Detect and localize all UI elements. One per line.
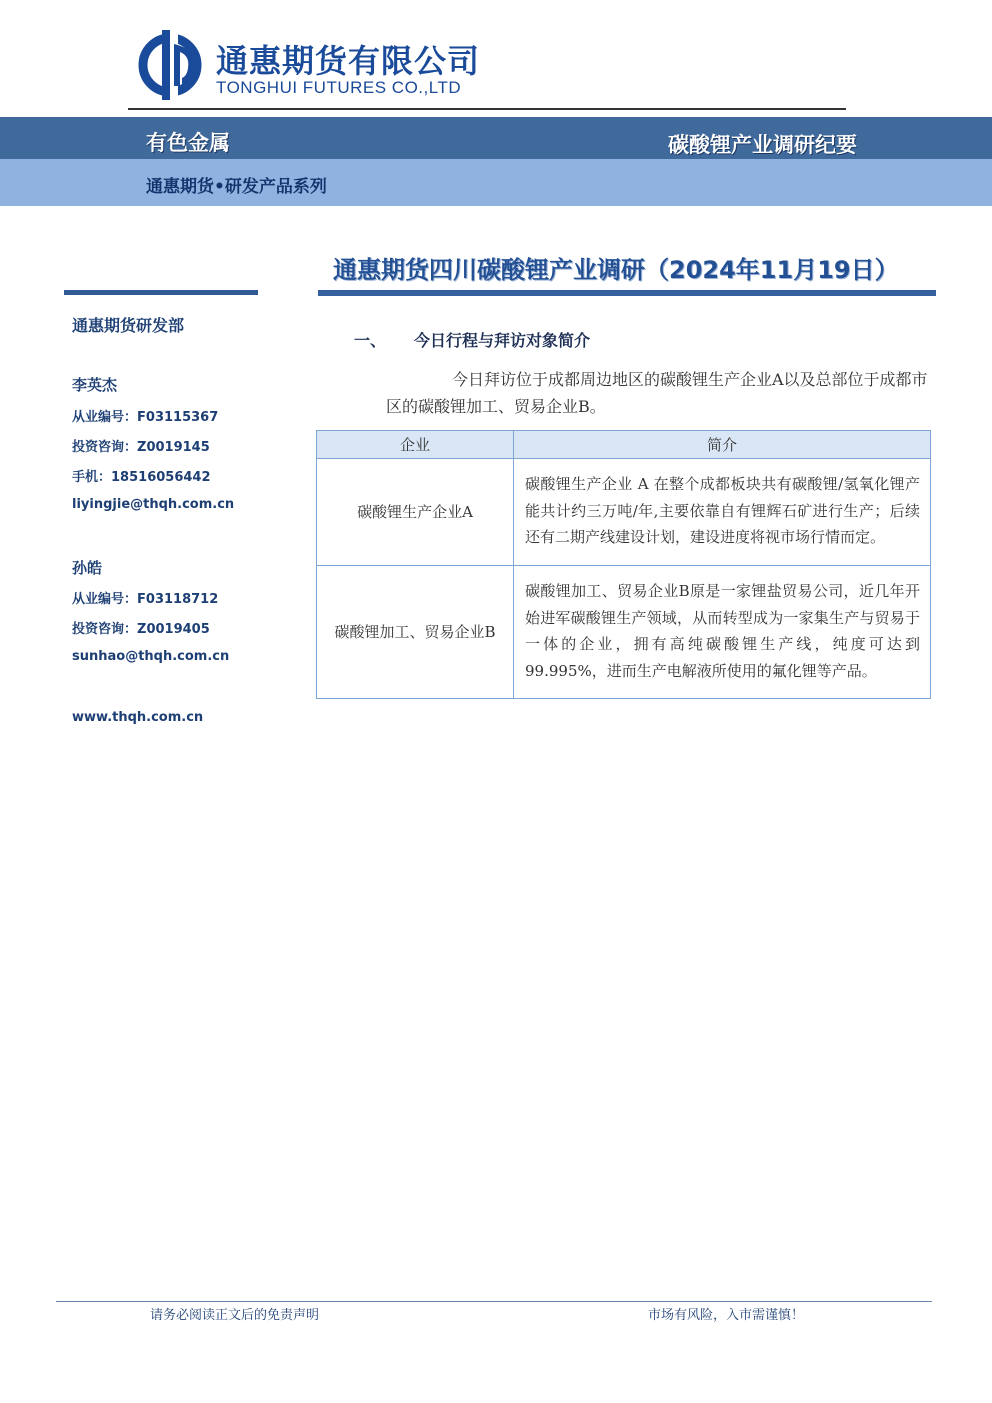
section-title: 今日行程与拜访对象简介 xyxy=(414,331,591,350)
footer-disclaimer-note: 请务必阅读正文后的免责声明 xyxy=(150,1308,320,1323)
company-logo-icon xyxy=(138,30,202,100)
visit-targets-table xyxy=(316,430,931,699)
table-cell-company: 碳酸锂加工、贸易企业B xyxy=(317,566,514,699)
table-header-row xyxy=(317,431,931,459)
title-underline xyxy=(318,290,936,296)
sidebar-department: 通惠期货研发部 xyxy=(72,316,185,335)
table-header-desc: 简介 xyxy=(514,431,931,459)
analyst-advisory: 投资咨询：Z0019145 xyxy=(72,440,210,455)
company-name-en: TONGHUI FUTURES CO.,LTD xyxy=(216,78,462,97)
analyst-license: 从业编号：F03118712 xyxy=(72,592,219,607)
table-cell-desc: 碳酸锂生产企业 A 在整个成都板块共有碳酸锂/氢氧化锂产能共计约三万吨/年,主要依靠自有锂辉石矿进行生产；后续还有二期产线建设计划，建设进度将视市场行情而定。 xyxy=(514,459,931,566)
section-number: 一、 xyxy=(354,331,387,350)
header-divider xyxy=(128,108,846,110)
analyst-email[interactable]: sunhao@thqh.com.cn xyxy=(72,649,230,664)
table-row xyxy=(317,566,931,699)
analyst-email[interactable]: liyingjie@thqh.com.cn xyxy=(72,497,235,512)
analyst-license: 从业编号：F03115367 xyxy=(72,410,219,425)
table-row xyxy=(317,459,931,566)
table-cell-company: 碳酸锂生产企业A xyxy=(317,459,514,566)
analyst-name: 孙皓 xyxy=(72,559,103,577)
section-intro-paragraph: 今日拜访位于成都周边地区的碳酸锂生产企业A以及总部位于成都市区的碳酸锂加工、贸易企业B。 xyxy=(386,370,928,416)
banner-category: 有色金属 xyxy=(146,131,230,155)
analyst-phone: 手机：18516056442 xyxy=(72,470,211,485)
footer-risk-warning: 市场有风险，入市需谨慎！ xyxy=(648,1308,805,1323)
analyst-name: 李英杰 xyxy=(72,376,118,394)
document-title: 通惠期货四川碳酸锂产业调研（2024年11月19日） xyxy=(333,256,899,284)
company-website-link[interactable]: www.thqh.com.cn xyxy=(72,710,204,725)
section-heading xyxy=(354,328,590,351)
table-header-company: 企业 xyxy=(317,431,514,459)
banner-series: 通惠期货•研发产品系列 xyxy=(146,177,327,197)
footer-divider xyxy=(56,1301,932,1302)
analyst-advisory: 投资咨询：Z0019405 xyxy=(72,622,210,637)
banner-report-type: 碳酸锂产业调研纪要 xyxy=(668,133,857,157)
table-cell-desc: 碳酸锂加工、贸易企业B原是一家锂盐贸易公司，近几年开始进军碳酸锂生产领域，从而转型成为一家集生产与贸易于一体的企业，拥有高纯碳酸锂生产线，纯度可达到 99.995%，进而生产电解液所使用的氟化锂等产品。 xyxy=(514,566,931,699)
company-name-cn: 通惠期货有限公司 xyxy=(216,42,481,80)
sidebar-top-rule xyxy=(64,290,258,295)
